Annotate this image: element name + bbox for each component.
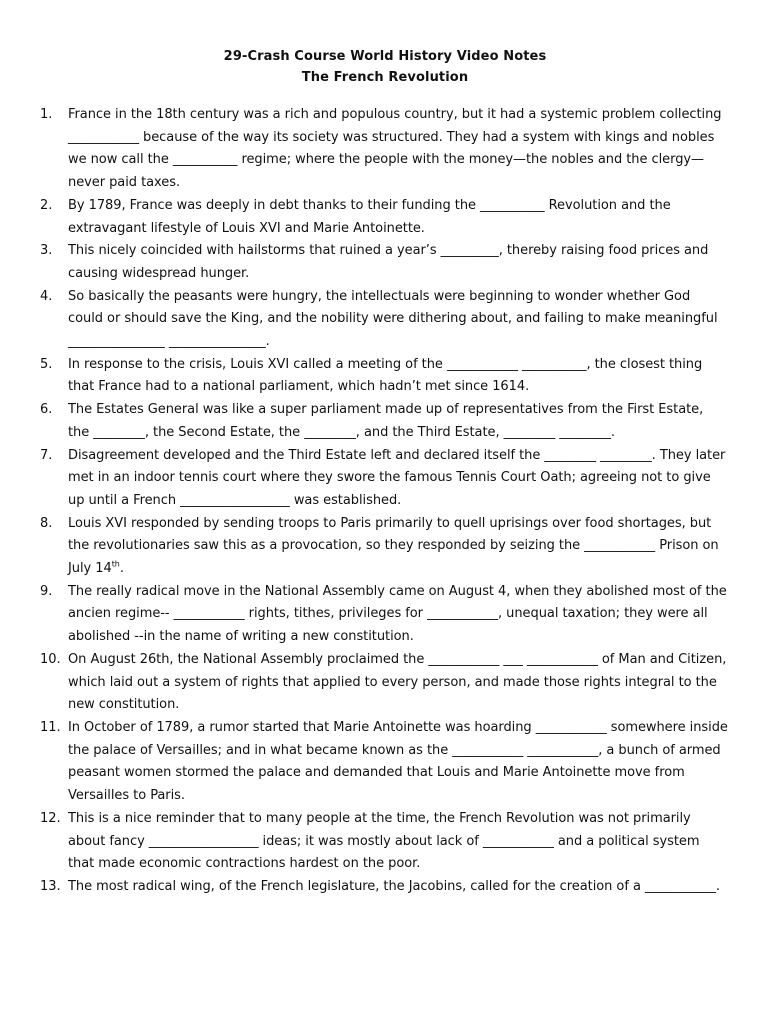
question-text: The really radical move in the National Assembly came on August 4, when they abolished most of the ancien regime-- ___________ rights, tithes, privileges for ___________, unequal taxation; they were all abolished --in the name of writing a new constitution. — [68, 583, 727, 645]
question-number: 1. — [40, 107, 53, 122]
question-number: 13. — [40, 878, 61, 894]
question-number: 7. — [40, 447, 53, 463]
question-text: The most radical wing, of the French legislature, the Jacobins, called for the creation of a ___________. — [68, 878, 720, 894]
question-number: 5. — [40, 356, 53, 372]
question-item — [0, 354, 770, 399]
question-text: By 1789, France was deeply in debt thanks to their funding the __________ Revolution and the extravagant lifestyle of Louis XVI and Marie Antoinette. — [68, 197, 671, 236]
question-text: In response to the crisis, Louis XVI called a meeting of the ___________ __________, the closest thing that France had to a national parliament, which hadn’t met since 1614. — [68, 356, 703, 395]
question-text: France in the 18th century was a rich and populous country, but it had a systemic problem collecting ___________ because of the way its society was structured. They had a system with kings and nobles we now call the __________ regime; where the people with the money—the nobles and the clergy—never paid taxes. — [68, 107, 722, 191]
question-text: This is a nice reminder that to many people at the time, the French Revolution was not primarily about fancy _________________ ideas; it was mostly about lack of ___________ and a political system that made economic contractions hardest on the poor. — [68, 810, 700, 872]
question-item — [0, 581, 770, 649]
question-number: 4. — [40, 288, 53, 304]
question-text: The Estates General was like a super parliament made up of representatives from the First Estate, the ________, the Second Estate, the ________, and the Third Estate, ________ ________. — [68, 402, 704, 440]
question-text-end: . — [119, 561, 124, 577]
question-item — [0, 195, 770, 240]
document-title: 29-Crash Course World History Video Notes — [223, 49, 547, 64]
question-text: In October of 1789, a rumor started that Marie Antoinette was hoarding ___________ somewhere inside the palace of Versailles; and in what became known as the ___________ ___________, a bunch of armed peasant women stormed the palace and demanded that Louis and Marie Antoinette move from Versailles to Paris. — [68, 719, 728, 804]
question-item — [0, 286, 770, 354]
question-item — [0, 808, 770, 876]
question-number: 6. — [40, 402, 53, 418]
document-subtitle: The French Revolution — [301, 70, 469, 85]
question-item — [0, 399, 770, 444]
question-item — [0, 876, 770, 899]
question-item — [0, 649, 770, 717]
question-number: 9. — [40, 583, 53, 599]
question-number: 10. — [40, 651, 61, 667]
ordinal-suffix: th — [111, 559, 120, 569]
question-text: Disagreement developed and the Third Estate left and declared itself the ________ ________. They later met in an indoor tennis court where they swore the famous Tennis Court Oath; agreeing not to give up until a French _________________ was established. — [68, 447, 726, 508]
question-text: This nicely coincided with hailstorms that ruined a year’s _________, thereby raising food prices and causing widespread hunger. — [68, 243, 709, 281]
question-number: 2. — [40, 197, 53, 213]
question-number: 8. — [40, 515, 53, 531]
question-text: So basically the peasants were hungry, the intellectuals were beginning to wonder whether God could or should save the King, and the nobility were dithering about, and failing to make meaningful _______________ _______________. — [68, 288, 718, 350]
question-number: 12. — [40, 810, 61, 826]
question-number: 3. — [40, 243, 53, 259]
question-item — [0, 513, 770, 581]
question-text: Louis XVI responded by sending troops to Paris primarily to quell uprisings over food shortages, but the revolutionaries saw this as a provocation, so they responded by seizing the ___________ Prison on July 14 — [68, 515, 719, 577]
question-number: 11. — [40, 719, 61, 735]
question-list — [0, 104, 770, 899]
question-item — [0, 717, 770, 808]
question-item — [0, 104, 770, 195]
question-item — [0, 240, 770, 285]
question-text: On August 26th, the National Assembly proclaimed the ___________ ___ ___________ of Man and Citizen, which laid out a system of rights that applied to every person, and made those rights integral to the new constitution. — [68, 651, 727, 713]
question-item — [0, 445, 770, 513]
